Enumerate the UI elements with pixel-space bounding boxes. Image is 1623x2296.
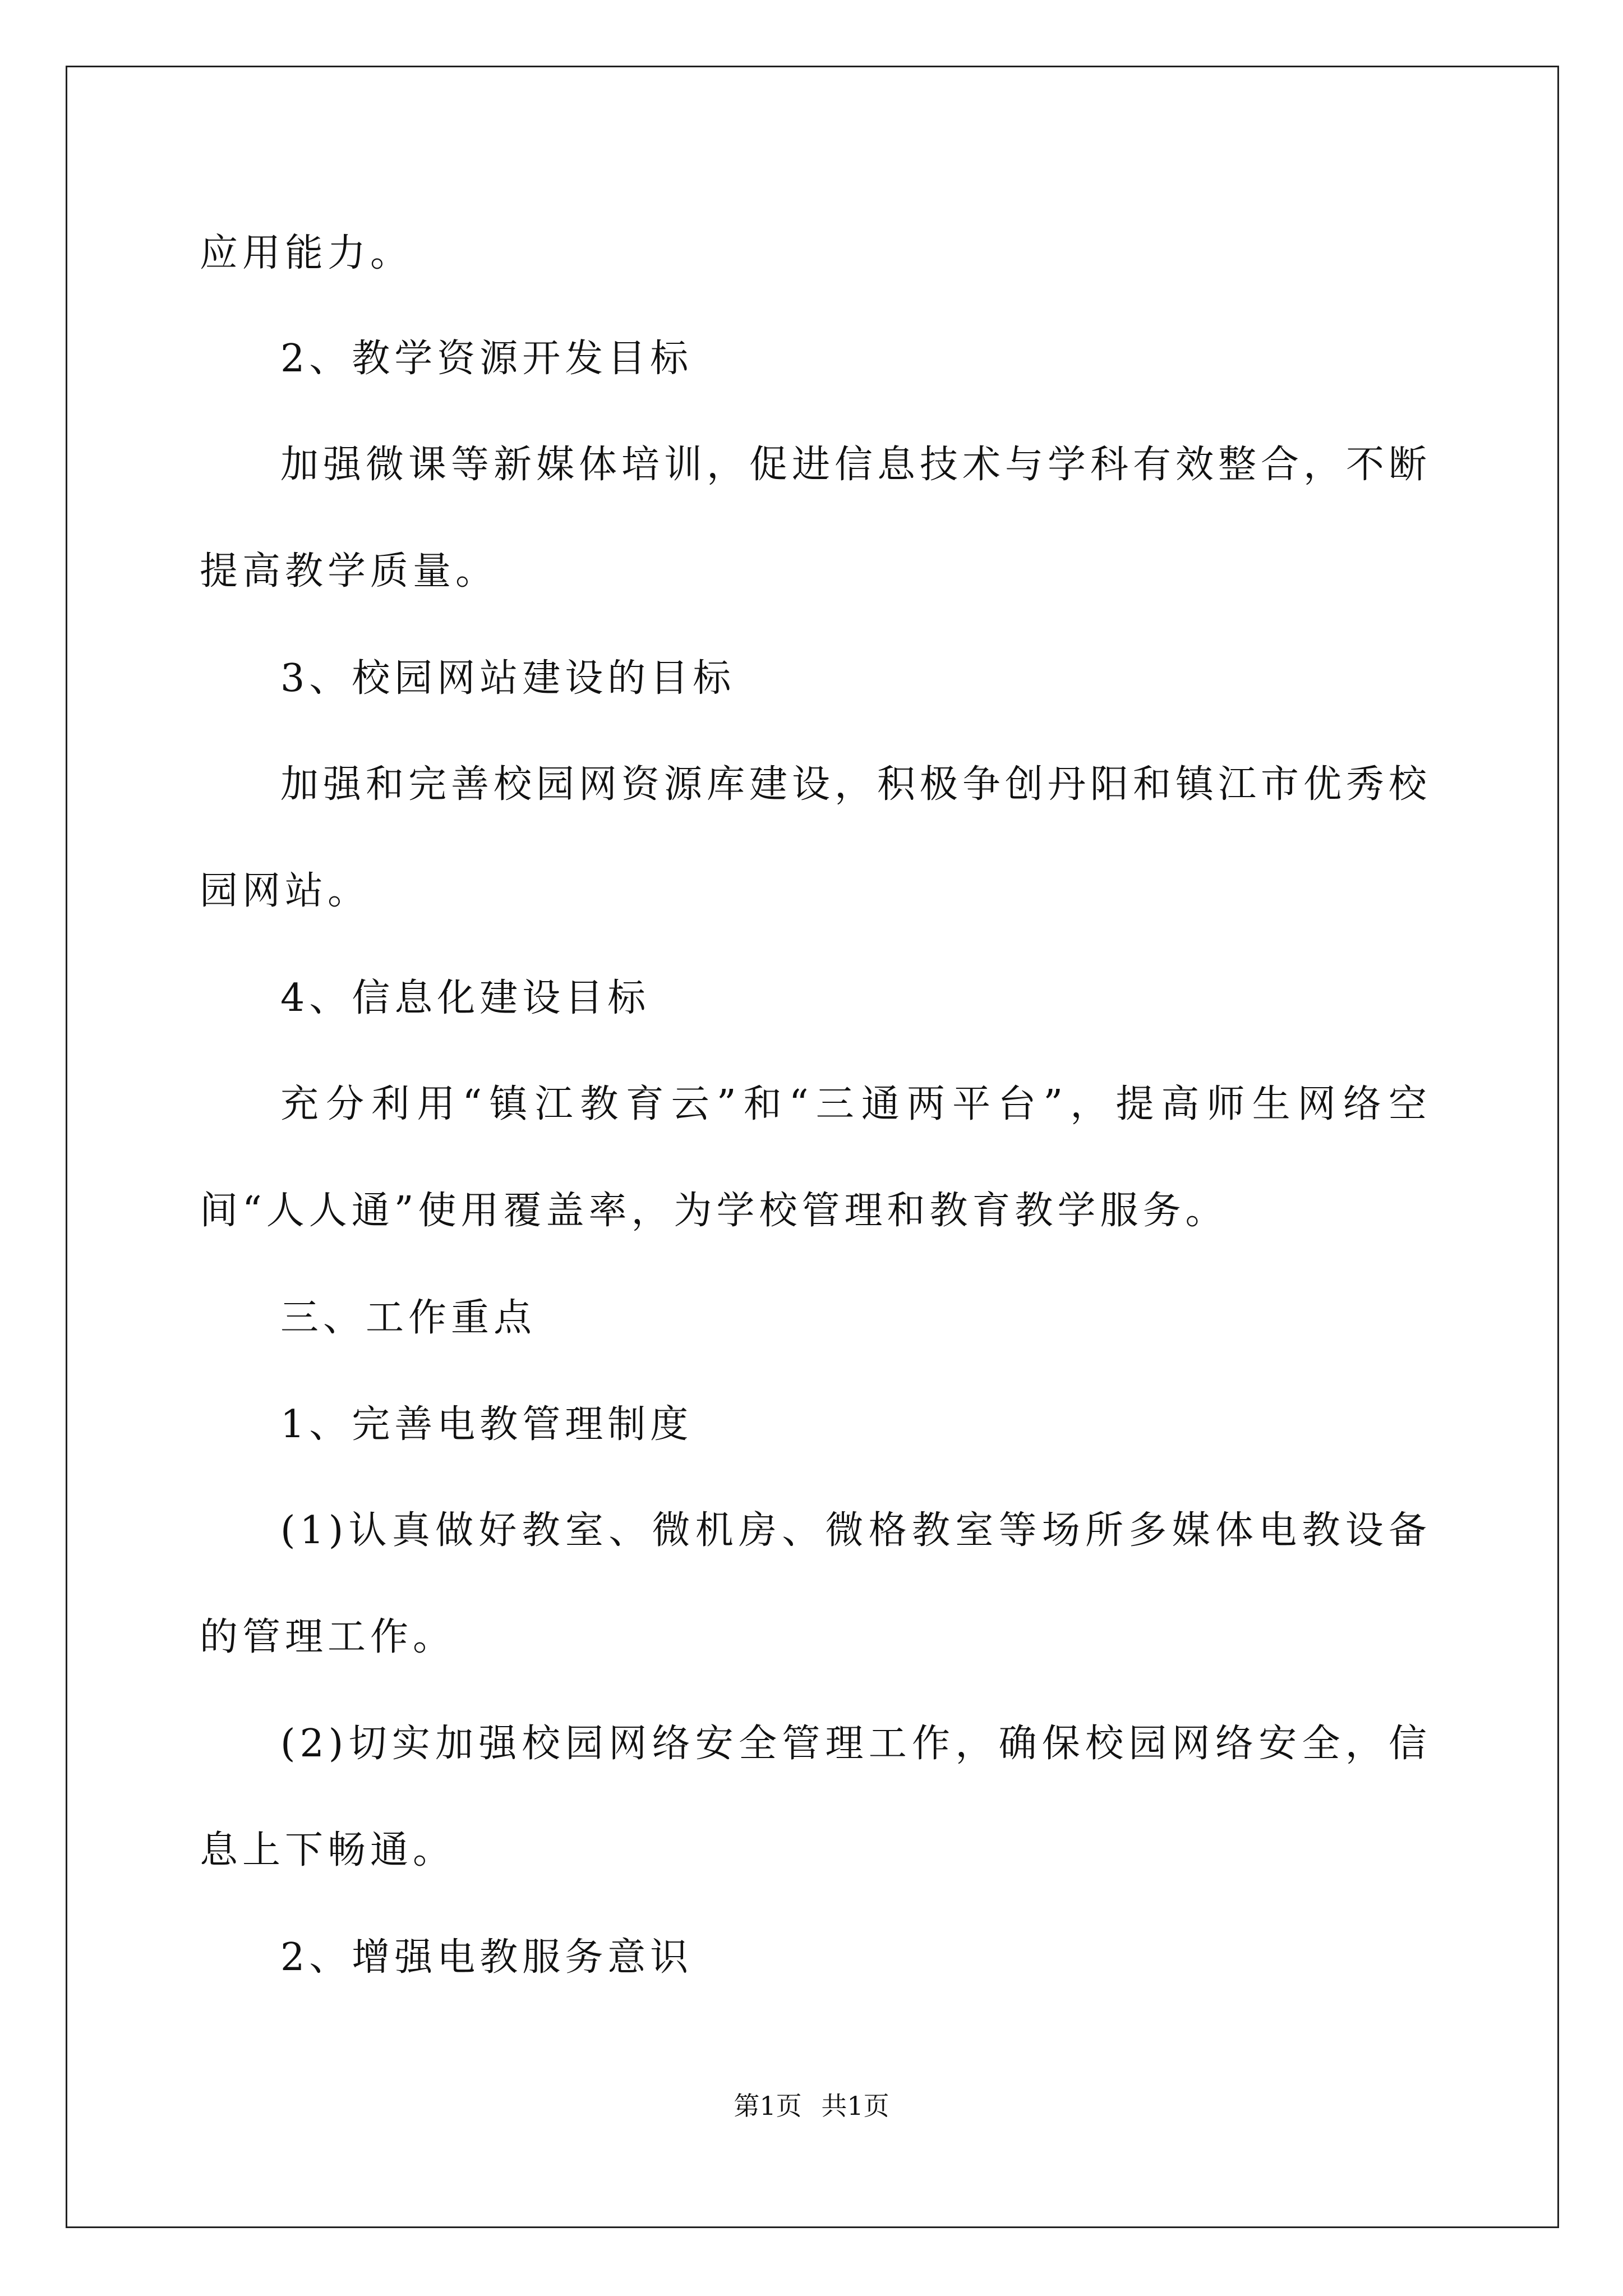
total-page-count: 共1页 <box>821 2091 889 2121</box>
heading-campus-website: 3、校园网站建设的目标 <box>280 656 736 701</box>
paragraph-1: 应用能力。 <box>200 231 413 275</box>
heading-teaching-resources: 2、教学资源开发目标 <box>280 337 693 381</box>
heading-service-awareness: 2、增强电教服务意识 <box>280 1935 693 1980</box>
paragraph-management-2: (2)切实加强校园网络安全管理工作，确保校园网络安全，信息上下畅通。 <box>200 1722 1431 1872</box>
paragraph-campus-website: 加强和完善校园网资源库建设，积极争创丹阳和镇江市优秀校园网站。 <box>200 762 1432 913</box>
heading-informatization: 4、信息化建设目标 <box>280 976 651 1020</box>
current-page-number: 第1页 <box>734 2091 802 2121</box>
paragraph-management-1: (1)认真做好教室、微机房、微格教室等场所多媒体电教设备的管理工作。 <box>200 1508 1431 1659</box>
paragraph-informatization: 充分利用“镇江教育云”和“三通两平台”，提高师生网络空间“人人通”使用覆盖率，为学校管理和教育教学服务。 <box>200 1082 1431 1233</box>
paragraph-teaching-resources: 加强微课等新媒体培训，促进信息技术与学科有效整合，不断提高教学质量。 <box>200 443 1432 593</box>
heading-work-focus: 三、工作重点 <box>280 1296 537 1340</box>
page-footer <box>0 2089 1623 2123</box>
heading-management-system: 1、完善电教管理制度 <box>280 1402 693 1447</box>
